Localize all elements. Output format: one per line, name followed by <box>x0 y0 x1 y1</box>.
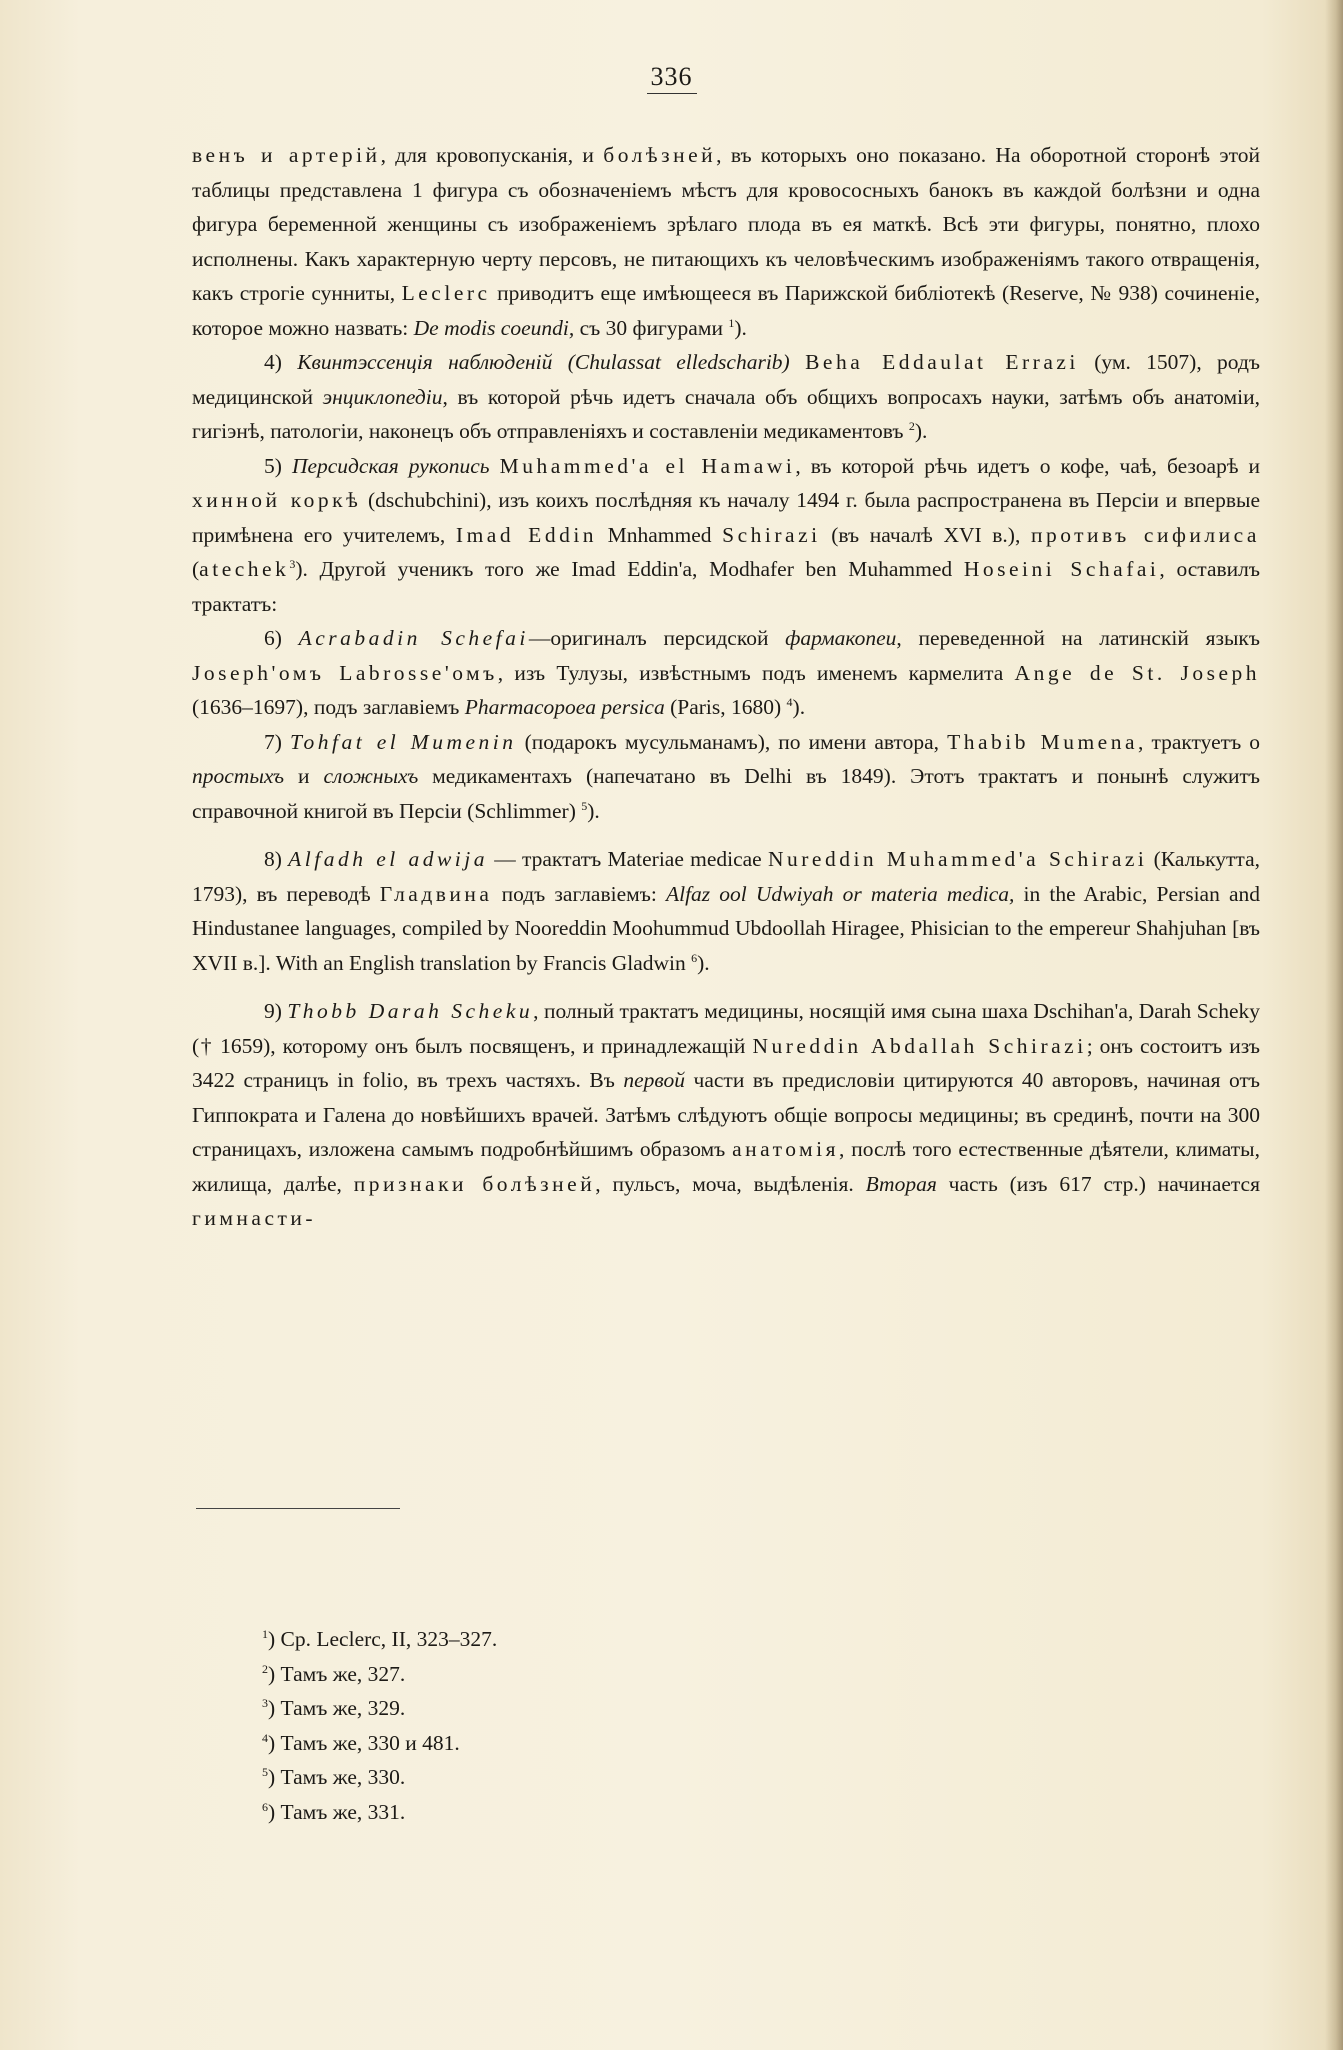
paragraph <box>192 621 1260 725</box>
emphasized-text: Nureddin Abdallah Schirazi <box>752 1033 1087 1058</box>
emphasized-text: Schirazi <box>722 522 821 547</box>
text-run <box>490 454 500 478</box>
text-run: подъ заглавіемъ: <box>492 881 666 906</box>
text-run: ( <box>192 557 200 581</box>
text-run: Mnhammed <box>597 522 723 547</box>
footnote-number: 6 <box>262 1799 268 1814</box>
text-run: ). <box>697 950 710 975</box>
text-run: (подарокъ мусульманамъ), по имени автора, <box>516 729 948 754</box>
text-run: — трактатъ Materiae medicae <box>488 847 768 871</box>
footnote-text: ) Тамъ же, 327. <box>268 1661 406 1686</box>
footnote <box>262 1657 497 1692</box>
text-run: 9) <box>264 999 288 1023</box>
footnote-text: ) Тамъ же, 330 и 481. <box>268 1730 460 1755</box>
footnote <box>262 1726 497 1761</box>
emphasized-text: Nureddin Muhammed'a Schirazi <box>767 847 1148 871</box>
text-run: ). <box>587 798 600 823</box>
text-run: часть (изъ 617 стр.) начинается <box>936 1171 1260 1196</box>
text-run: (Калькутта, 1793), въ переводѣ <box>192 847 1260 906</box>
text-run: , оставилъ трактатъ: <box>192 557 1260 616</box>
paragraph <box>192 842 1260 980</box>
page-number <box>0 62 1343 92</box>
emphasized-text: Leclerc <box>401 281 491 305</box>
text-run: ; онъ состоитъ изъ 3422 страницъ in folio, въ трехъ частяхъ. Въ <box>192 1033 1260 1092</box>
text-run: ). <box>914 419 928 443</box>
paragraph <box>192 138 1260 345</box>
text-run: (Paris, 1680) <box>664 695 787 719</box>
footnote-number: 2 <box>262 1661 268 1676</box>
footnote-ref: 6 <box>691 950 698 965</box>
text-run: , трактуетъ о <box>1138 729 1260 754</box>
emphasized-text: atechek <box>199 557 290 581</box>
footnote-text: ) Ср. Leclerc, II, 323–327. <box>268 1627 498 1651</box>
emphasized-text: болѣзней <box>603 143 717 167</box>
emphasized-text: противъ сифилиса <box>1030 522 1260 547</box>
text-run: приводитъ еще имѣющееся въ Парижской библіотекѣ (Reserve, № 938) сочиненіе, которое можно назвать: <box>192 281 1260 340</box>
paragraph <box>192 449 1260 622</box>
footnote-text: ) Тамъ же, 331. <box>268 1799 406 1824</box>
text-run: (ум. 1507), родъ медицинской <box>192 350 1260 409</box>
emphasized-text: Квинтэссенція наблюденій (Chulassat elledscharib) <box>297 350 790 374</box>
text-run: 7) <box>264 729 290 754</box>
emphasized-text: Hoseini Schafai <box>963 557 1160 581</box>
emphasized-text: простыхъ <box>192 764 285 788</box>
paragraph <box>192 725 1260 829</box>
paragraph <box>192 994 1260 1236</box>
text-run: 6) <box>264 626 299 650</box>
text-run: ). Другой ученикъ того же Imad Eddin'a, Modhafer ben Muhammed <box>295 557 964 581</box>
emphasized-text: Ange de St. Joseph <box>1014 660 1260 685</box>
emphasized-text: Tohfat el Mumenin <box>289 729 517 754</box>
text-run: , въ которой рѣчь идетъ о кофе, чаѣ, безоарѣ и <box>795 453 1261 478</box>
body-text <box>192 138 1260 1236</box>
emphasized-text: сложныхъ <box>323 764 419 788</box>
footnote-number: 4 <box>262 1730 268 1745</box>
emphasized-text: Pharmacopoea persica <box>464 695 665 719</box>
text-run: и <box>284 764 324 788</box>
text-run <box>790 350 805 374</box>
text-run: , пульсъ, моча, выдѣленія. <box>595 1171 866 1196</box>
footnote-text: ) Тамъ же, 330. <box>268 1765 406 1789</box>
text-run: медикаментахъ (напечатано въ Delhi въ 1849). Этотъ трактатъ и понынѣ служитъ справочной книгой въ Персіи (Schlimmer) <box>192 764 1260 823</box>
text-run: , переведенной на латинскій языкъ <box>896 626 1260 650</box>
text-run: (1636–1697), подъ заглавіемъ <box>192 695 465 719</box>
text-run: 4) <box>264 350 298 374</box>
text-run: , полный трактатъ медицины, носящій имя сына шаха Dschihan'a, Darah Scheky († 1659), которому онъ былъ посвященъ, и принадлежащій <box>192 999 1260 1058</box>
emphasized-text: Thabib Mumena <box>947 729 1138 754</box>
footnote-separator <box>196 1508 400 1509</box>
text-run: —оригиналъ персидской <box>528 626 786 650</box>
emphasized-text: Alfadh el adwija <box>288 847 489 871</box>
emphasized-text: венъ и артерій <box>192 143 381 167</box>
footnote-ref: 5 <box>581 798 588 813</box>
footnote-ref: 1 <box>728 315 735 330</box>
text-run: , въ которой рѣчь идетъ сначала объ общихъ вопросахъ науки, затѣмъ объ анатоміи, гигіэнѣ, патологіи, наконецъ объ отправленіяхъ и составленіи медикаментовъ <box>192 384 1260 443</box>
emphasized-text: первой <box>623 1068 685 1092</box>
text-run: части въ предисловіи цитируются 40 авторовъ, начиная отъ Гиппократа и Галена до новѣйшихъ врачей. Затѣмъ слѣдуютъ общіе вопросы медицины; въ срединѣ, почти на 300 страницахъ, изложена самымъ подробнѣйшимъ образомъ <box>192 1068 1260 1161</box>
page-edge-shadow <box>1325 0 1343 2050</box>
footnote <box>262 1622 497 1657</box>
emphasized-text: Alfaz ool Udwiyah or materia medica, <box>665 881 1015 906</box>
text-run: съ 30 фигурами <box>574 315 729 340</box>
emphasized-text: Гладвина <box>379 881 493 906</box>
text-run: , въ которыхъ оно показано. На оборотной сторонѣ этой таблицы представлена 1 фигура съ обозначеніемъ мѣстъ для кровососныхъ банокъ въ каждой болѣзни и одна фигура беременной женщины съ изображеніемъ зрѣлаго плода въ ея маткѣ. Всѣ эти фигуры, понятно, плохо исполнены. Какъ характерную черту персовъ, не питающихъ къ человѣческимъ изображеніямъ такого отвращенія, какъ строгіе сунниты, <box>192 143 1261 305</box>
emphasized-text: гимнасти- <box>192 1206 317 1230</box>
text-run: (dschubchini), изъ коихъ послѣдняя къ началу 1494 г. была распространена въ Персіи и впервые примѣнена его учителемъ, <box>192 488 1260 547</box>
footnote-number: 5 <box>262 1764 268 1779</box>
emphasized-text: Beha Eddaulat Errazi <box>805 350 1079 374</box>
emphasized-text: Imad Eddin <box>455 522 598 547</box>
emphasized-text: фармакопеи <box>785 626 897 650</box>
emphasized-text: Вторая <box>865 1171 937 1196</box>
emphasized-text: Thobb Darah Scheku <box>287 999 534 1023</box>
footnote-ref: 2 <box>908 418 915 433</box>
text-run: , для кровопусканія, и <box>380 143 604 167</box>
emphasized-text: Joseph'омъ Labrosse'омъ <box>192 660 498 685</box>
text-run: , послѣ того естественные дѣятели, климаты, жилища, далѣе, <box>192 1137 1260 1196</box>
text-run: (въ началѣ XVI в.), <box>820 522 1031 547</box>
emphasized-text: De modis coeundi, <box>413 315 575 340</box>
paragraph <box>192 345 1260 449</box>
emphasized-text: хинной коркѣ <box>192 488 362 512</box>
footnote-ref: 3 <box>289 556 296 571</box>
text-run: 8) <box>264 847 289 871</box>
footnote-text: ) Тамъ же, 329. <box>268 1696 406 1720</box>
text-run: in the Arabic, Persian and Hindustanee languages, compiled by Nooreddin Moohummud Ubdoollah Hiragee, Phisician to the empereur Shahjuhan [въ XVII в.]. With an English translation by Francis Gladwin <box>192 881 1261 975</box>
emphasized-text: признаки болѣзней <box>353 1171 596 1196</box>
footnote <box>262 1691 497 1726</box>
footnotes <box>262 1622 497 1829</box>
footnote-ref: 4 <box>786 694 793 709</box>
text-run: ). <box>792 695 806 719</box>
text-run: , изъ Тулузы, извѣстнымъ подъ именемъ кармелита <box>497 660 1015 685</box>
footnote <box>262 1760 497 1795</box>
footnote-number: 1 <box>262 1626 268 1641</box>
footnote <box>262 1795 497 1830</box>
footnote-number: 3 <box>262 1695 268 1710</box>
emphasized-text: энциклопедіи <box>322 384 443 409</box>
page-number-text: 336 <box>647 62 697 94</box>
text-run: 5) <box>264 453 292 478</box>
emphasized-text: Персидская рукопись <box>291 453 490 478</box>
emphasized-text: Acrabadin Schefai <box>298 626 529 650</box>
emphasized-text: Muhammed'a el Hamawi <box>499 453 796 478</box>
emphasized-text: анатомія <box>732 1137 840 1161</box>
text-run: ). <box>734 315 747 340</box>
